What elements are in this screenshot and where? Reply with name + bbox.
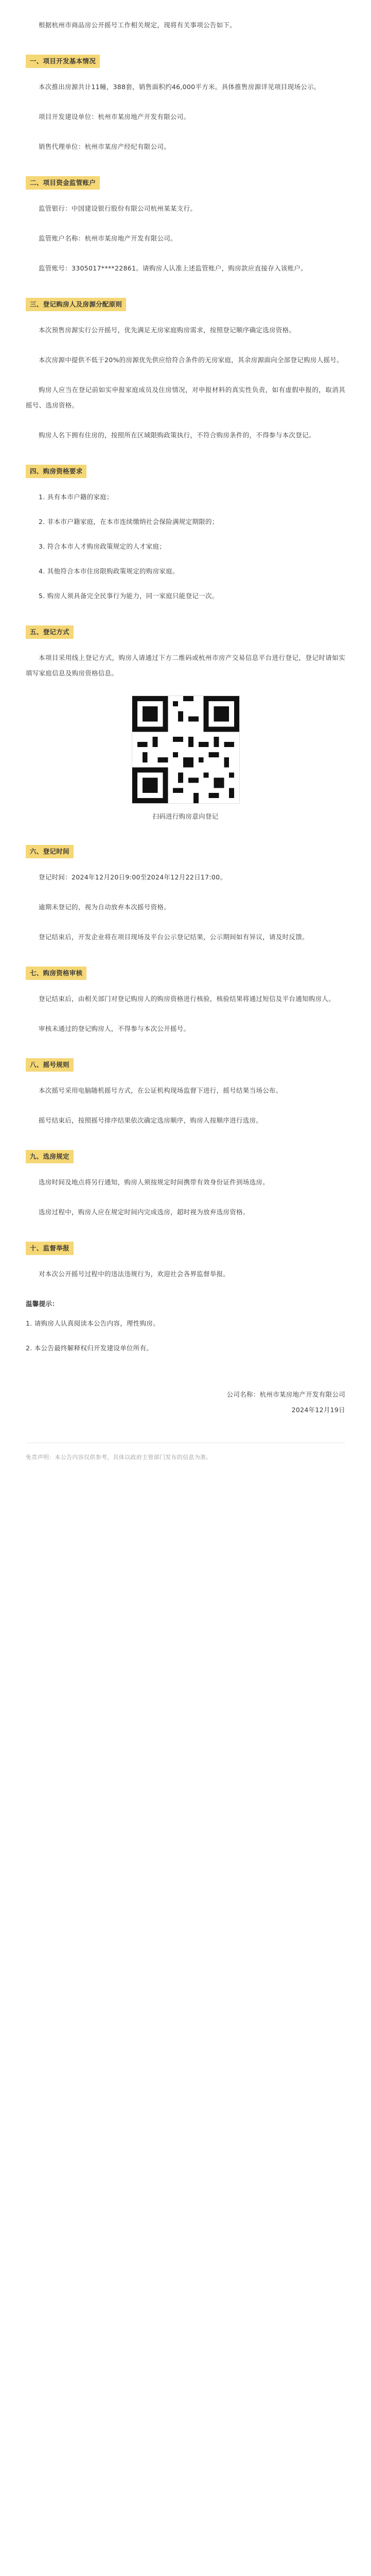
section-paragraph: 销售代理单位：杭州市某房产经纪有限公司。 <box>39 143 171 150</box>
section-1 <box>26 47 345 155</box>
section-title: 八、摇号规则 <box>26 1058 74 1072</box>
section-paragraph: 逾期未登记的，视为自动放弃本次摇号资格。 <box>39 903 171 911</box>
section-title: 一、项目开发基本情况 <box>26 55 100 68</box>
section-paragraph: 本次推出房源共计11幢，388套，销售面积约46,000平方米。具体推售房源详见项目现场公示。 <box>39 83 321 91</box>
qr-code-icon[interactable] <box>132 696 240 804</box>
section-5 <box>26 618 345 824</box>
section-paragraph: 本项目采用线上登记方式，购房人请通过下方二维码或杭州市房产交易信息平台进行登记，登记时请如实填写家庭信息及购房资格信息。 <box>26 654 345 677</box>
section-paragraph: 3. 符合本市人才购房政策规定的人才家庭； <box>39 543 166 550</box>
section-paragraph: 审核未通过的登记购房人，不得参与本次公开摇号。 <box>39 1025 190 1032</box>
section-paragraph: 登记结束后，由相关部门对登记购房人的购房资格进行核验，核验结果将通过短信及平台通知购房人。 <box>39 995 335 1003</box>
section-paragraph: 4. 其他符合本市住房限购政策规定的购房家庭。 <box>39 567 179 575</box>
section-paragraph: 登记时间：2024年12月20日9:00至2024年12月22日17:00。 <box>39 873 227 881</box>
signature-company: 公司名称：杭州市某房地产开发有限公司 <box>226 1391 345 1398</box>
signature-block <box>26 1387 345 1418</box>
section-title: 六、登记时间 <box>26 845 74 858</box>
section-7 <box>26 959 345 1037</box>
section-6 <box>26 838 345 945</box>
appendix-title: 温馨提示： <box>26 1300 59 1308</box>
section-paragraph: 摇号结束后，按照摇号排序结果依次确定选房顺序，购房人按顺序进行选房。 <box>39 1116 263 1124</box>
section-4 <box>26 457 345 604</box>
section-title: 五、登记方式 <box>26 625 74 639</box>
announcement-content <box>26 18 345 1463</box>
qr-caption: 扫码进行购房意向登记 <box>152 812 219 820</box>
section-title: 七、购房资格审核 <box>26 967 86 980</box>
section-title: 二、项目资金监管账户 <box>26 176 100 190</box>
section-10 <box>26 1234 345 1282</box>
section-paragraph: 对本次公开摇号过程中的违法违规行为，欢迎社会各界监督举报。 <box>39 1270 230 1278</box>
section-paragraph: 监管账户名称：杭州市某房地产开发有限公司。 <box>39 234 177 242</box>
section-9 <box>26 1143 345 1220</box>
section-paragraph: 本次预售房源实行公开摇号，优先满足无房家庭购房需求，按照登记顺序确定选房资格。 <box>39 326 296 334</box>
appendix-item: 2. 本公告最终解释权归开发建设单位所有。 <box>26 1344 153 1352</box>
section-paragraph: 登记结束后，开发企业将在项目现场及平台公示登记结果，公示期间如有异议，请及时反馈。 <box>39 933 309 941</box>
section-paragraph: 选房过程中，购房人应在规定时间内完成选房，超时视为放弃选房资格。 <box>39 1208 250 1216</box>
appendix <box>26 1296 345 1356</box>
section-paragraph: 选房时间及地点将另行通知，购房人须按规定时间携带有效身份证件到场选房。 <box>39 1178 270 1186</box>
section-paragraph: 监管银行：中国建设银行股份有限公司杭州某某支行。 <box>39 205 197 212</box>
section-title: 九、选房规定 <box>26 1150 74 1163</box>
signature-date: 2024年12月19日 <box>291 1406 345 1414</box>
section-paragraph: 购房人名下拥有住房的，按照所在区域限购政策执行，不符合购房条件的，不得参与本次登记。 <box>39 431 315 439</box>
section-paragraph: 购房人应当在登记前如实申报家庭成员及住房情况，对申报材料的真实性负责，如有虚假申报的，取消其摇号、选房资格。 <box>26 386 345 409</box>
section-paragraph: 1. 具有本市户籍的家庭； <box>39 493 113 501</box>
intro-paragraph: 根据杭州市商品房公开摇号工作相关规定，现将有关事项公告如下。 <box>39 21 237 29</box>
section-title: 三、登记购房人及房源分配原则 <box>26 298 126 311</box>
section-paragraph: 监管账号：3305017****22861。请购房人认准上述监管账户，购房款应直接存入该账户。 <box>39 264 308 272</box>
qr-code-block <box>26 696 345 824</box>
section-2 <box>26 169 345 276</box>
section-paragraph: 2. 非本市户籍家庭，在本市连续缴纳社会保险满规定期限的； <box>39 518 219 526</box>
section-title: 十、监督举报 <box>26 1242 74 1255</box>
section-paragraph: 本次房源中提供不低于20%的房源优先供应给符合条件的无房家庭，其余房源面向全部登记购房人摇号。 <box>39 356 343 364</box>
section-paragraph: 项目开发建设单位：杭州市某房地产开发有限公司。 <box>39 113 190 121</box>
section-3 <box>26 291 345 443</box>
section-title: 四、购房资格要求 <box>26 465 86 478</box>
appendix-item: 1. 请购房人认真阅读本公告内容，理性购房。 <box>26 1319 160 1327</box>
section-8 <box>26 1051 345 1128</box>
section-paragraph: 本次摇号采用电脑随机摇号方式，在公证机构现场监督下进行，摇号结果当场公布。 <box>39 1087 282 1094</box>
section-paragraph: 5. 购房人须具备完全民事行为能力，同一家庭只能登记一次。 <box>39 592 219 600</box>
disclaimer-text: 免责声明：本公告内容仅供参考，具体以政府主管部门发布的信息为准。 <box>26 1454 212 1461</box>
